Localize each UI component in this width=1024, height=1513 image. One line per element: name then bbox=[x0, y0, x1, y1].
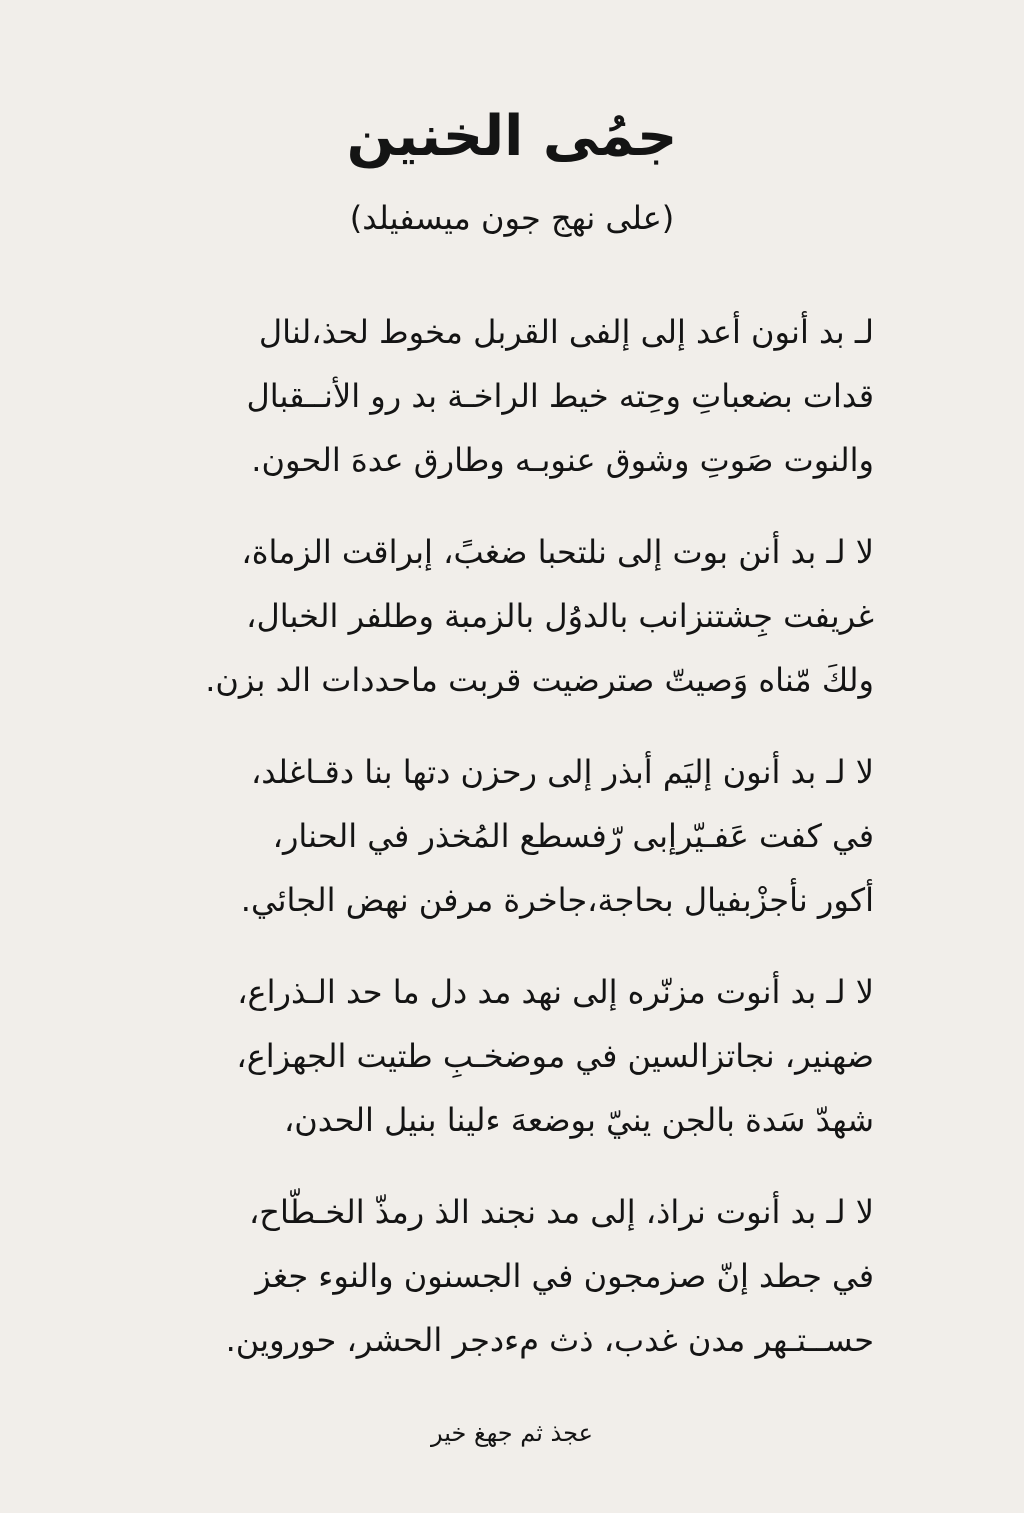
poem-signature: عجذ ثم جهغ خير bbox=[431, 1419, 593, 1447]
stanza-line: لا لـ بد أنوت نراذ، إلى مد نجند الذ رمذّ الخـطّاح، bbox=[248, 1193, 874, 1231]
stanza-line: لا لـ بد أنوت مزنّره إلى نهد مد دل ما حد الـذراع، bbox=[237, 973, 874, 1011]
stanza-line: والنوت صَوتِ وشوق عنوبـه وطارق عدهَ الحون. bbox=[251, 441, 874, 479]
stanza-3 bbox=[134, 740, 874, 932]
stanza-line: أكور نأجزْبفيال بحاجة،جاخرة مرفن نهض الجائي. bbox=[240, 881, 874, 919]
stanza-line: لا لـ بد أنون إليَم أبذر إلى رحزن دتها بنا دقـاغلد، bbox=[250, 753, 874, 791]
stanza-2 bbox=[134, 520, 874, 712]
stanza-5 bbox=[134, 1180, 874, 1372]
poem-subtitle: (على نهج جون ميسفيلد) bbox=[349, 199, 675, 237]
stanza-line: شهدّ سَدة بالجن ينيّ بوضعهَ ءلينا بنيل الحدن، bbox=[283, 1101, 874, 1139]
stanza-line: غريفت جِشتنزانب بالدوُل بالزمبة وطلفر الخبال، bbox=[246, 597, 874, 635]
stanza-line: لا لـ بد أنن بوت إلى نلتحبا ضغبً، إبراقت الزماة، bbox=[241, 533, 874, 571]
stanza-1 bbox=[134, 300, 874, 492]
poem-title: جمُى الخنين bbox=[346, 104, 678, 169]
stanza-line: لـ بد أنون أعد إلى إلفى القربل مخوط لحذ،لنال bbox=[258, 313, 874, 351]
stanza-line: ولكَ مّناه وَصيتّ صترضيت قربت ماحددات الد بزن. bbox=[205, 661, 874, 699]
stanza-line: قدات بضعباتِ وحِته خيط الراخـة بد رو الأنــقبال bbox=[246, 377, 874, 415]
stanza-line: في كفت عَفـيّرإبى رّفسطع المُخذر في الحنار، bbox=[272, 817, 874, 855]
stanza-4 bbox=[134, 960, 874, 1152]
stanza-line: في جطد إنّ صزمجون في الجسنون والنوء جغز bbox=[255, 1257, 874, 1295]
stanza-line: ضهنير، نجاتزالسين في موضخـبِ طتيت الجهزاع، bbox=[236, 1037, 874, 1075]
stanza-line: حســتـه‍ر مدن غدب، ذث مءدجر الحشر، حوروين. bbox=[225, 1321, 874, 1359]
